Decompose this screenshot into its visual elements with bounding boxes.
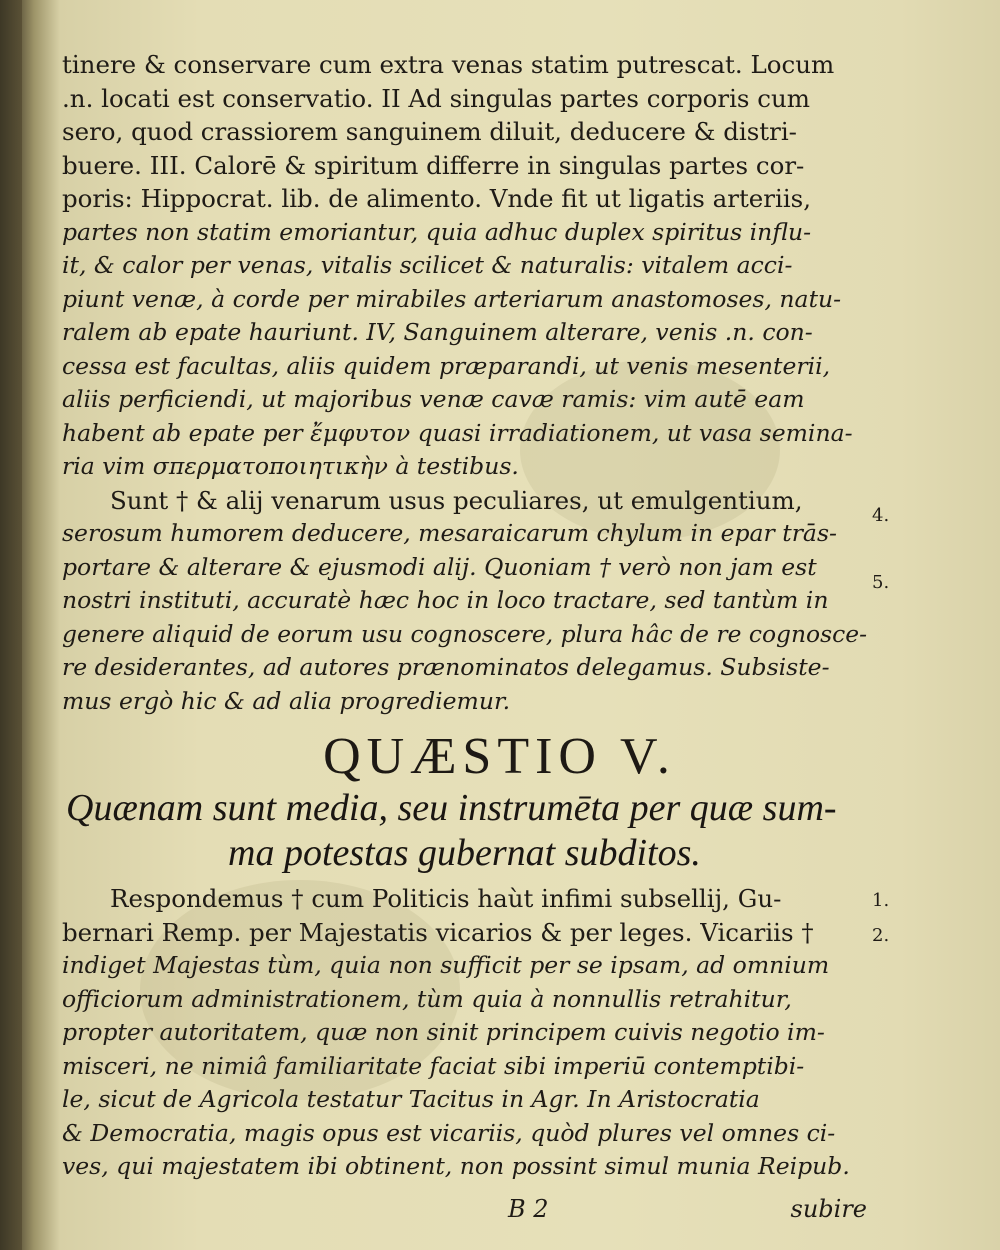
- text-line: misceri, ne nimiâ familiaritate faciat sibi imperiū contemptibi-: [62, 1051, 805, 1080]
- margin-number: 1.: [872, 890, 890, 911]
- text-line: ralem ab epate hauriunt. IV, Sanguinem alterare, venis .n. con-: [62, 318, 813, 346]
- margin-number: 5.: [872, 572, 890, 593]
- text-line: partes non statim emoriantur, quia adhuc duplex spiritus influ-: [62, 217, 812, 246]
- text-line: Sunt † & alij venarum usus peculiares, ut emulgentium,: [110, 485, 803, 515]
- signature-mark: B 2: [508, 1195, 549, 1223]
- text-block: [62, 48, 867, 1184]
- paragraph-venarum-usus: [62, 484, 867, 719]
- question-subtitle-line-2: ma potestas gubernat subditos.: [228, 832, 701, 874]
- text-line: indiget Majestas tùm, quia non sufficit per se ipsam, ad omnium: [62, 951, 830, 979]
- text-line: cessa est facultas, aliis quidem præparandi, ut venis mesenterii,: [62, 351, 831, 380]
- text-line: ria vim σπερματοποιητικὴν à testibus.: [62, 452, 519, 480]
- text-line: nostri instituti, accuratè hæc hoc in loco tractare, sed tantùm in: [62, 586, 829, 614]
- text-line: genere aliquid de eorum usu cognoscere, plura hâc de re cognosce-: [62, 619, 867, 648]
- text-line: it, & calor per venas, vitalis scilicet & naturalis: vitalem acci-: [62, 251, 793, 279]
- question-heading: QUÆSTIO V.: [323, 728, 676, 785]
- text-line: aliis perficiendi, ut majoribus venæ cavæ ramis: vim autē eam: [62, 385, 805, 413]
- text-line: piunt venæ, à corde per mirabiles arteriarum anastomoses, natu-: [62, 284, 842, 313]
- text-line: poris: Hippocrat. lib. de alimento. Vnde fit ut ligatis arteriis,: [62, 184, 812, 213]
- text-line: portare & alterare & ejusmodi alij. Quoniam † verò non jam est: [62, 552, 817, 581]
- text-line: sero, quod crassiorem sanguinem diluit, deducere & distri-: [62, 117, 797, 146]
- text-line: re desiderantes, ad autores prænominatos delegamus. Subsiste-: [62, 653, 830, 681]
- margin-number: 2.: [872, 925, 890, 946]
- text-line: & Democratia, magis opus est vicariis, quòd plures vel omnes ci-: [62, 1118, 836, 1147]
- text-line: habent ab epate per ἔμφυτον quasi irradiationem, ut vasa semina-: [62, 418, 853, 447]
- text-line: Respondemus † cum Politicis haùt infimi subsellij, Gu-: [110, 884, 782, 913]
- text-line: propter autoritatem, quæ non sinit principem cuivis negotio im-: [62, 1018, 825, 1046]
- text-line: .n. locati est conservatio. II Ad singulas partes corporis cum: [62, 83, 811, 113]
- margin-number: 4.: [872, 505, 890, 526]
- page-footer: [62, 1195, 867, 1229]
- text-line: le, sicut de Agricola testatur Tacitus in Agr. In Aristocratia: [62, 1085, 760, 1113]
- text-line: tinere & conservare cum extra venas statim putrescat. Locum: [62, 50, 835, 79]
- text-line: officiorum administrationem, tùm quia à nonnullis retrahitur,: [62, 984, 792, 1013]
- book-spine-shadow: [0, 0, 22, 1250]
- text-line: buere. III. Calorē & spiritum differre in singulas partes cor-: [62, 150, 805, 180]
- text-line: mus ergò hic & ad alia progrediemur.: [62, 686, 511, 715]
- paragraph-continuation: [62, 48, 867, 484]
- text-line: ves, qui majestatem ibi obtinent, non possint simul munia Reipub.: [62, 1152, 850, 1180]
- text-line: bernari Remp. per Majestatis vicarios & per leges. Vicariis †: [62, 917, 814, 947]
- catchword: subire: [790, 1195, 867, 1223]
- question-subtitle-line-1: Quænam sunt media, seu instrumēta per quæ sum-: [66, 787, 837, 829]
- paragraph-respondemus: [62, 882, 867, 1184]
- text-line: serosum humorem deducere, mesaraicarum chylum in epar trās-: [62, 519, 837, 547]
